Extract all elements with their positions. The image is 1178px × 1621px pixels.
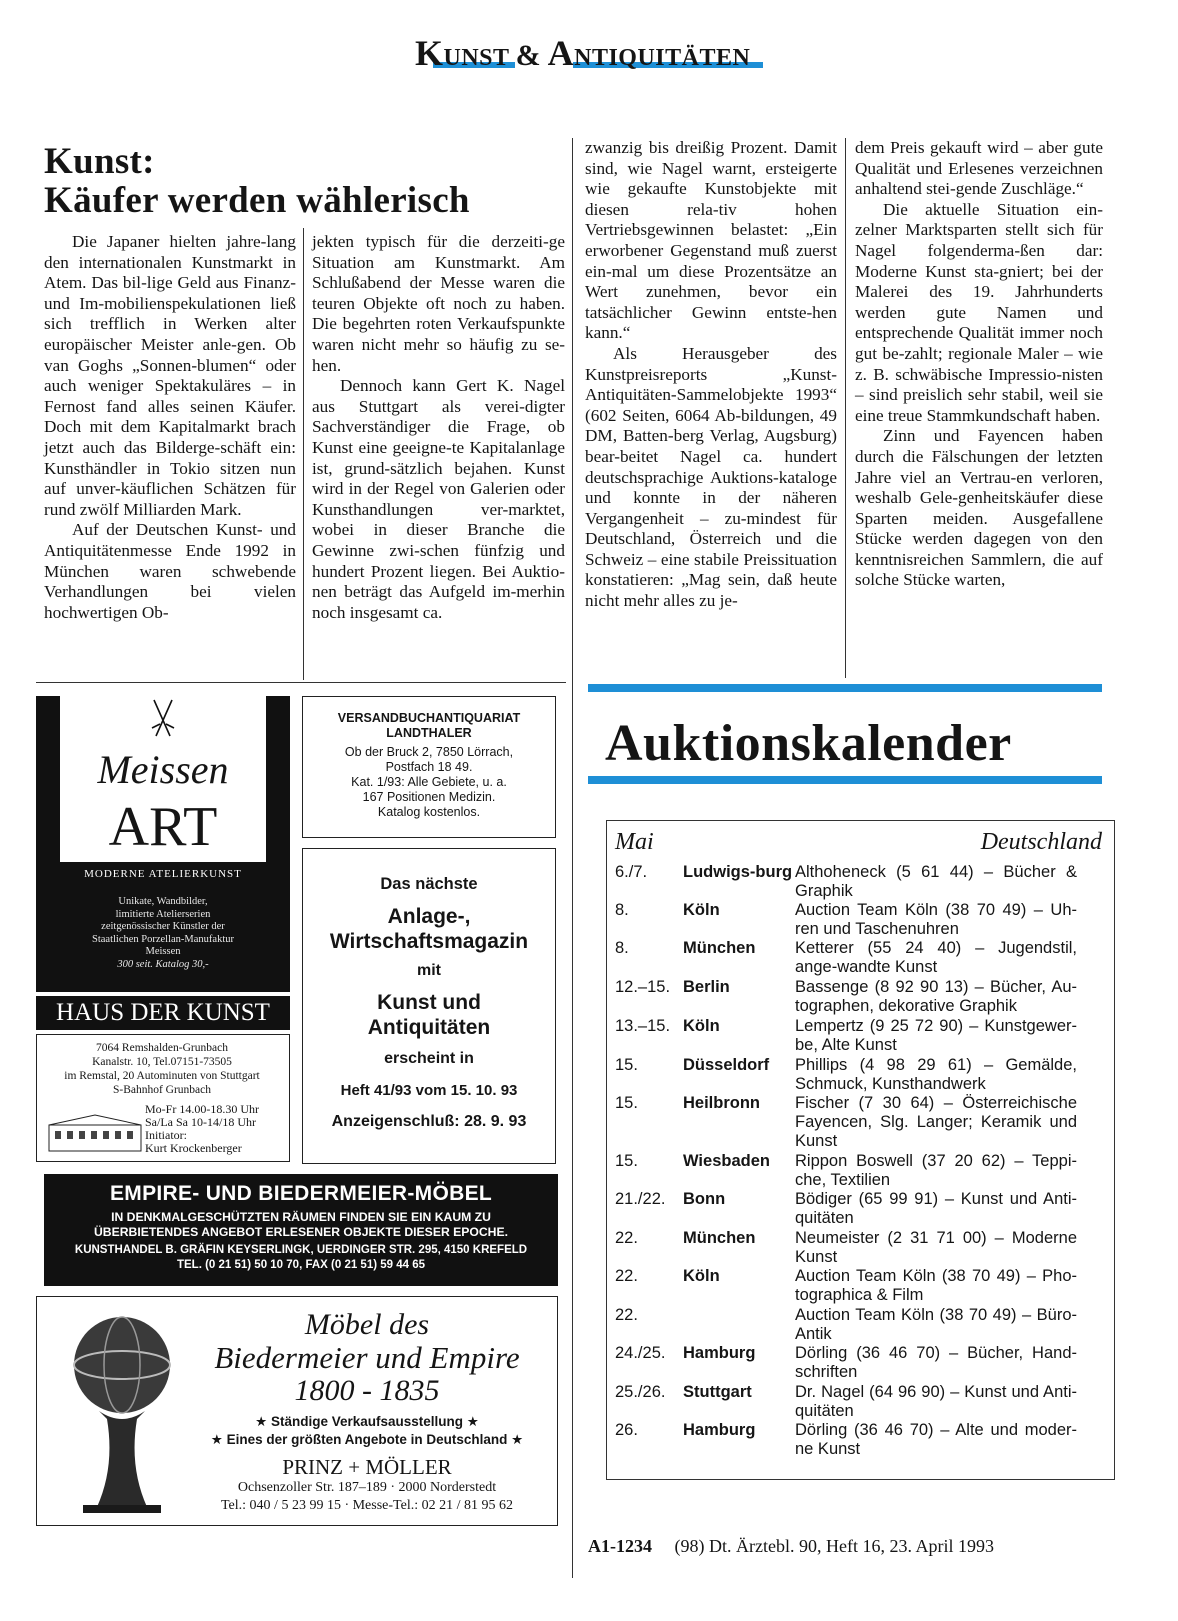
meissen-desc-line: Unikate, Wandbilder, bbox=[118, 896, 208, 907]
meissen-desc-line: 300 seit. Katalog 30,- bbox=[117, 958, 209, 970]
prinz-moeller-ad bbox=[36, 1296, 558, 1526]
kalender-city: Wiesbaden bbox=[683, 1152, 770, 1170]
landthaler-free: Katalog kostenlos. bbox=[377, 805, 481, 819]
kalender-city: Berlin bbox=[683, 978, 730, 996]
kalender-city: Stuttgart bbox=[683, 1383, 752, 1401]
kalender-date: 22. bbox=[615, 1306, 638, 1324]
kalender-city: Köln bbox=[683, 901, 720, 919]
header-letter-a: A bbox=[547, 33, 575, 73]
kalender-text: Ketterer (55 24 40) – Jugendstil, ange-wandte Kunst bbox=[795, 939, 1077, 976]
kalender-text: Dr. Nagel (64 96 90) – Kunst und Anti-quitäten bbox=[795, 1383, 1077, 1420]
headline-line-1: Kunst: bbox=[44, 141, 155, 182]
kalender-text: Althoheneck (5 61 44) – Bücher & Graphik bbox=[795, 863, 1077, 900]
prinz-phone: Tel.: 040 / 5 23 99 15 · Messe-Tel.: 02 21 / 81 95 62 bbox=[220, 1498, 513, 1513]
empire-line: ÜBERBIETENDES ANGEBOT ERLESENER OBJEKTE DIESER EPOCHE. bbox=[94, 1225, 508, 1239]
magazin-ad bbox=[302, 848, 556, 1164]
header-ampersand: & bbox=[515, 39, 542, 72]
kalender-table bbox=[606, 820, 1115, 1480]
kalender-region: Deutschland bbox=[980, 829, 1102, 855]
magazin-deadline: Anzeigenschluß: 28. 9. 93 bbox=[331, 1113, 527, 1130]
column-rule bbox=[572, 138, 573, 1578]
article-column-4 bbox=[855, 138, 1103, 591]
kalender-text: Dörling (36 46 70) – Alte und moder-ne Kunst bbox=[795, 1421, 1077, 1458]
prinz-address: Ochsenzoller Str. 187–189 · 2000 Norderstedt bbox=[237, 1480, 497, 1495]
meissen-tagline: MODERNE ATELIERKUNST bbox=[84, 868, 242, 880]
header-word-ntiquitaeten: NTIQUITÄTEN bbox=[574, 45, 751, 71]
article-column-3 bbox=[585, 138, 837, 612]
article-headline bbox=[44, 142, 584, 220]
kalender-text: Fischer (7 30 64) – Österreichische Fayencen, Slg. Langer; Keramik und Kunst bbox=[795, 1094, 1077, 1150]
magazin-line: Anlage-, bbox=[387, 905, 471, 928]
meissen-art-title: ART bbox=[108, 796, 218, 858]
meissen-desc-line: zeitgenössischer Künstler der bbox=[101, 921, 225, 932]
article-paragraph: Die aktuelle Situation ein-zelner Marktsparten stellt sich für Nagel folgenderma-ßen dar: Moderne Kunst sta-gniert; bei der Malerei des 19. Jahrhunderts werden gute Namen und entsprechende Qualität immer noch gut be-zahlt; regionale Maler – wie z. B. schwäbische Impressio-nisten – sind preislich sehr stabil, weil sie eine treue Stammkundschaft haben. bbox=[855, 199, 1103, 425]
magazin-line: Kunst und bbox=[377, 991, 481, 1014]
kalender-text: Phillips (4 98 29 61) – Gemälde, Schmuck, Kunsthandwerk bbox=[795, 1056, 1077, 1093]
meissen-hours bbox=[145, 1103, 290, 1155]
kalender-date: 6./7. bbox=[615, 863, 648, 881]
magazin-line: mit bbox=[417, 962, 441, 979]
kalender-city: Köln bbox=[683, 1267, 720, 1285]
kalender-text: Rippon Boswell (37 20 62) – Teppi-che, Textilien bbox=[795, 1152, 1077, 1189]
kalender-date: 22. bbox=[615, 1229, 638, 1247]
page-code: A1-1234 bbox=[588, 1536, 652, 1556]
article-paragraph: Die Japaner hielten jahre-lang den internationalen Kunstmarkt in Atem. Das bil-lige Geld aus Finanz- und Im-mobilienspekulationen ließ sich trefflich in Werken alter europäischer Meister anle-gen. Ob van Goghs „Sonnen-blumen“ oder auch weniger Spektakuläres – in Fernost fand alles seinen Käufer. Doch mit dem Kapitalmarkt brach jetzt auch das Bilderge-schäft ein: Kunsthändler in Tokio sitzen nun auf unver-käuflichen Schätzen für rund zwölf Milliarden Mark. bbox=[44, 232, 296, 519]
empire-title: EMPIRE- UND BIEDERMEIER-MÖBEL bbox=[109, 1182, 493, 1205]
kalender-date: 15. bbox=[615, 1094, 638, 1112]
prinz-script-line: Biedermeier und Empire bbox=[214, 1340, 520, 1375]
landthaler-catalog: Kat. 1/93: Alle Gebiete, u. a. bbox=[351, 775, 507, 789]
kalender-top-bar bbox=[588, 684, 1102, 692]
article-paragraph: Dennoch kann Gert K. Nagel aus Stuttgart als verei-digter Sachverständiger die Frage, ob Kunst eine geeigne-te Kapitalanlage ist, grund-sätzlich bejahen. Kunst wird in der Regel von Galerien oder Kunsthandlungen ver-marktet, wobei in dieser Branche die Gewinne zwi-schen fünfzig und hundert Prozent liegen. Bei Auktio-nen beträgt das Aufgeld im-merhin noch insgesamt ca. bbox=[312, 376, 565, 622]
prinz-script-line: Möbel des bbox=[304, 1308, 430, 1341]
empire-ad bbox=[44, 1174, 558, 1286]
ads-divider bbox=[36, 682, 566, 683]
landthaler-name: LANDTHALER bbox=[386, 726, 472, 740]
meissen-initiator-name: Kurt Krockenberger bbox=[145, 1141, 242, 1155]
header-word-unst: UNST bbox=[443, 45, 510, 71]
kalender-text: Bassenge (8 92 90 13) – Bücher, Au-tographen, dekorative Graphik bbox=[795, 978, 1077, 1015]
prinz-script-years: 1800 - 1835 bbox=[294, 1374, 440, 1407]
landthaler-address: Ob der Bruck 2, 7850 Lörrach, bbox=[344, 745, 514, 759]
column-rule bbox=[303, 228, 304, 680]
kalender-date: 12.–15. bbox=[615, 978, 671, 996]
section-header bbox=[415, 32, 775, 76]
kalender-date: 8. bbox=[615, 939, 629, 957]
magazin-line: erscheint in bbox=[384, 1050, 474, 1067]
crossed-swords-icon bbox=[148, 698, 178, 738]
article-column-2 bbox=[312, 232, 565, 623]
kalender-date: 22. bbox=[615, 1267, 638, 1285]
kalender-city: Bonn bbox=[683, 1190, 726, 1208]
kalender-city: Heilbronn bbox=[683, 1094, 760, 1112]
empire-phone: TEL. (0 21 51) 50 10 70, FAX (0 21 51) 59 44 65 bbox=[176, 1259, 426, 1271]
meissen-description bbox=[36, 896, 290, 971]
meissen-hours-line: Sa/La Sa 10-14/18 Uhr bbox=[145, 1115, 256, 1129]
prinz-company-name: PRINZ + MÖLLER bbox=[282, 1455, 452, 1479]
article-paragraph: zwanzig bis dreißig Prozent. Damit sind, wie Nagel warnt, ersteigerte wie gekaufte Kunstobjekte mit diesen rela-tiv hohen Vertriebsgewinnen belastet: „Ein erworbener Gegenstand muß zuerst ein-mal um diese Prozentsätze an Wert zunehmen, bevor ein tatsächlicher Gewinn entste-hen kann.“ bbox=[585, 138, 837, 343]
journal-citation: (98) Dt. Ärztebl. 90, Heft 16, 23. April 1993 bbox=[674, 1536, 994, 1556]
kalender-text: Auction Team Köln (38 70 49) – Pho-tographica & Film bbox=[795, 1267, 1077, 1304]
kalender-city: Ludwigs-burg bbox=[683, 863, 793, 881]
header-letter-k: K bbox=[415, 33, 444, 73]
kalender-date: 24./25. bbox=[615, 1344, 666, 1362]
kalender-month: Mai bbox=[615, 829, 654, 855]
landthaler-postfach: Postfach 18 49. bbox=[385, 760, 473, 774]
kalender-text: Lempertz (9 25 72 90) – Kunstgewer-be, Alte Kunst bbox=[795, 1017, 1077, 1054]
kalender-city: Düsseldorf bbox=[683, 1056, 770, 1074]
landthaler-ad bbox=[302, 696, 556, 838]
prinz-exhibition: ★ Ständige Verkaufsausstellung ★ bbox=[255, 1414, 479, 1429]
kalender-text: Neumeister (2 31 71 00) – Moderne Kunst bbox=[795, 1229, 1077, 1266]
meissen-initiator-label: Initiator: bbox=[145, 1128, 187, 1142]
magazin-issue: Heft 41/93 vom 15. 10. 93 bbox=[340, 1082, 518, 1099]
empire-line: IN DENKMALGESCHÜTZTEN RÄUMEN FINDEN SIE EIN KAUM ZU bbox=[111, 1210, 491, 1224]
kalender-bottom-bar bbox=[588, 776, 1102, 784]
kalender-text: Bödiger (65 99 91) – Kunst und Anti-quitäten bbox=[795, 1190, 1077, 1227]
article-paragraph: jekten typisch für die derzeiti-ge Situation am Kunstmarkt. Am Schlußabend der Messe waren die teuren Objekte oft noch zu haben. Die begehrten roten Verkaufspunkte waren nicht mehr so häufig zu se-hen. bbox=[312, 232, 565, 375]
article-column-1 bbox=[44, 232, 296, 623]
kalender-date: 13.–15. bbox=[615, 1017, 671, 1035]
kalender-date: 21./22. bbox=[615, 1190, 666, 1208]
meissen-hours-line: Mo-Fr 14.00-18.30 Uhr bbox=[145, 1102, 259, 1116]
article-paragraph: Zinn und Fayencen haben durch die Fälschungen der letzten Jahre viel an Vertrau-en verloren, weshalb Gele-genheitskäufer diese Sparten meiden. Ausgefallene Stücke werden dagegen von den kenntnisreichen Sammlern, die auf solche Stücke warten, bbox=[855, 426, 1103, 590]
building-icon bbox=[47, 1113, 143, 1153]
kalender-city: München bbox=[683, 939, 756, 957]
meissen-desc-line: Staatlichen Porzellan-Manufaktur bbox=[92, 933, 234, 945]
kalender-title: Auktionskalender bbox=[605, 715, 1012, 772]
meissen-ad bbox=[36, 696, 290, 1166]
kalender-city: München bbox=[683, 1229, 756, 1247]
prinz-offer: ★ Eines der größten Angebote in Deutschland ★ bbox=[210, 1432, 524, 1447]
meissen-desc-line: limitierte Atelierserien bbox=[115, 908, 211, 920]
meissen-desc-line: Meissen bbox=[145, 946, 181, 957]
headline-line-2: Käufer werden wählerisch bbox=[44, 180, 470, 221]
meissen-address-line: 7064 Remshalden-Grunbach bbox=[96, 1042, 228, 1054]
magazin-line: Antiquitäten bbox=[367, 1016, 491, 1039]
meissen-white-panel bbox=[60, 696, 266, 862]
kalender-city: Hamburg bbox=[683, 1344, 756, 1362]
kalender-city: Köln bbox=[683, 1017, 720, 1035]
meissen-address-line: Kanalstr. 10, Tel.07151-73505 bbox=[92, 1056, 232, 1068]
landthaler-title: VERSANDBUCHANTIQUARIAT bbox=[337, 711, 521, 725]
kalender-date: 26. bbox=[615, 1421, 638, 1439]
empire-address: KUNSTHANDEL B. GRÄFIN KEYSERLINGK, UERDINGER STR. 295, 4150 KREFELD bbox=[74, 1244, 528, 1256]
kalender-date: 15. bbox=[615, 1056, 638, 1074]
meissen-address-box bbox=[36, 1034, 290, 1162]
column-rule bbox=[845, 138, 846, 678]
kalender-text: Dörling (36 46 70) – Bücher, Hand-schriften bbox=[795, 1344, 1077, 1381]
kalender-date: 25./26. bbox=[615, 1383, 666, 1401]
magazin-line: Wirtschaftsmagazin bbox=[329, 930, 529, 953]
kalender-text: Auction Team Köln (38 70 49) – Büro-Antik bbox=[795, 1306, 1077, 1343]
meissen-address bbox=[37, 1041, 287, 1097]
article-paragraph: dem Preis gekauft wird – aber gute Qualität und Erlesenes verzeichnen anhaltend stei-gende Zuschläge.“ bbox=[855, 138, 1103, 199]
meissen-address-line: im Remstal, 20 Autominuten von Stuttgart bbox=[64, 1070, 260, 1082]
kalender-text: Auction Team Köln (38 70 49) – Uh-ren und Taschenuhren bbox=[795, 901, 1077, 938]
article-paragraph: Als Herausgeber des Kunstpreisreports „Kunst-Antiquitäten-Sammelobjekte 1993“ (602 Seiten, 6064 Ab-bildungen, 49 DM, Batten-berg Verlag, Augsburg) bear-beitet Nagel ca. hundert deutschsprachige Auktions-kataloge und konnte in der näheren Vergangenheit – zu-mindest für Deutschland, Österreich und die Schweiz – eine stabile Preissituation konstatieren: „Mag sein, daß heute nicht mehr alles zu je- bbox=[585, 343, 837, 611]
globe-furniture-icon bbox=[59, 1307, 185, 1519]
meissen-address-line: S-Bahnhof Grunbach bbox=[112, 1084, 212, 1096]
haus-der-kunst-banner: HAUS DER KUNST bbox=[36, 996, 290, 1030]
magazin-line: Das nächste bbox=[380, 875, 478, 893]
meissen-script-title: Meissen bbox=[97, 747, 229, 792]
kalender-date: 15. bbox=[615, 1152, 638, 1170]
page-footer bbox=[588, 1536, 1128, 1557]
kalender-city: Hamburg bbox=[683, 1421, 756, 1439]
article-paragraph: Auf der Deutschen Kunst- und Antiquitätenmesse Ende 1992 in München waren schwebende Verhandlungen bei vielen hochwertigen Ob- bbox=[44, 520, 296, 622]
kalender-date: 8. bbox=[615, 901, 629, 919]
landthaler-positions: 167 Positionen Medizin. bbox=[362, 790, 496, 804]
